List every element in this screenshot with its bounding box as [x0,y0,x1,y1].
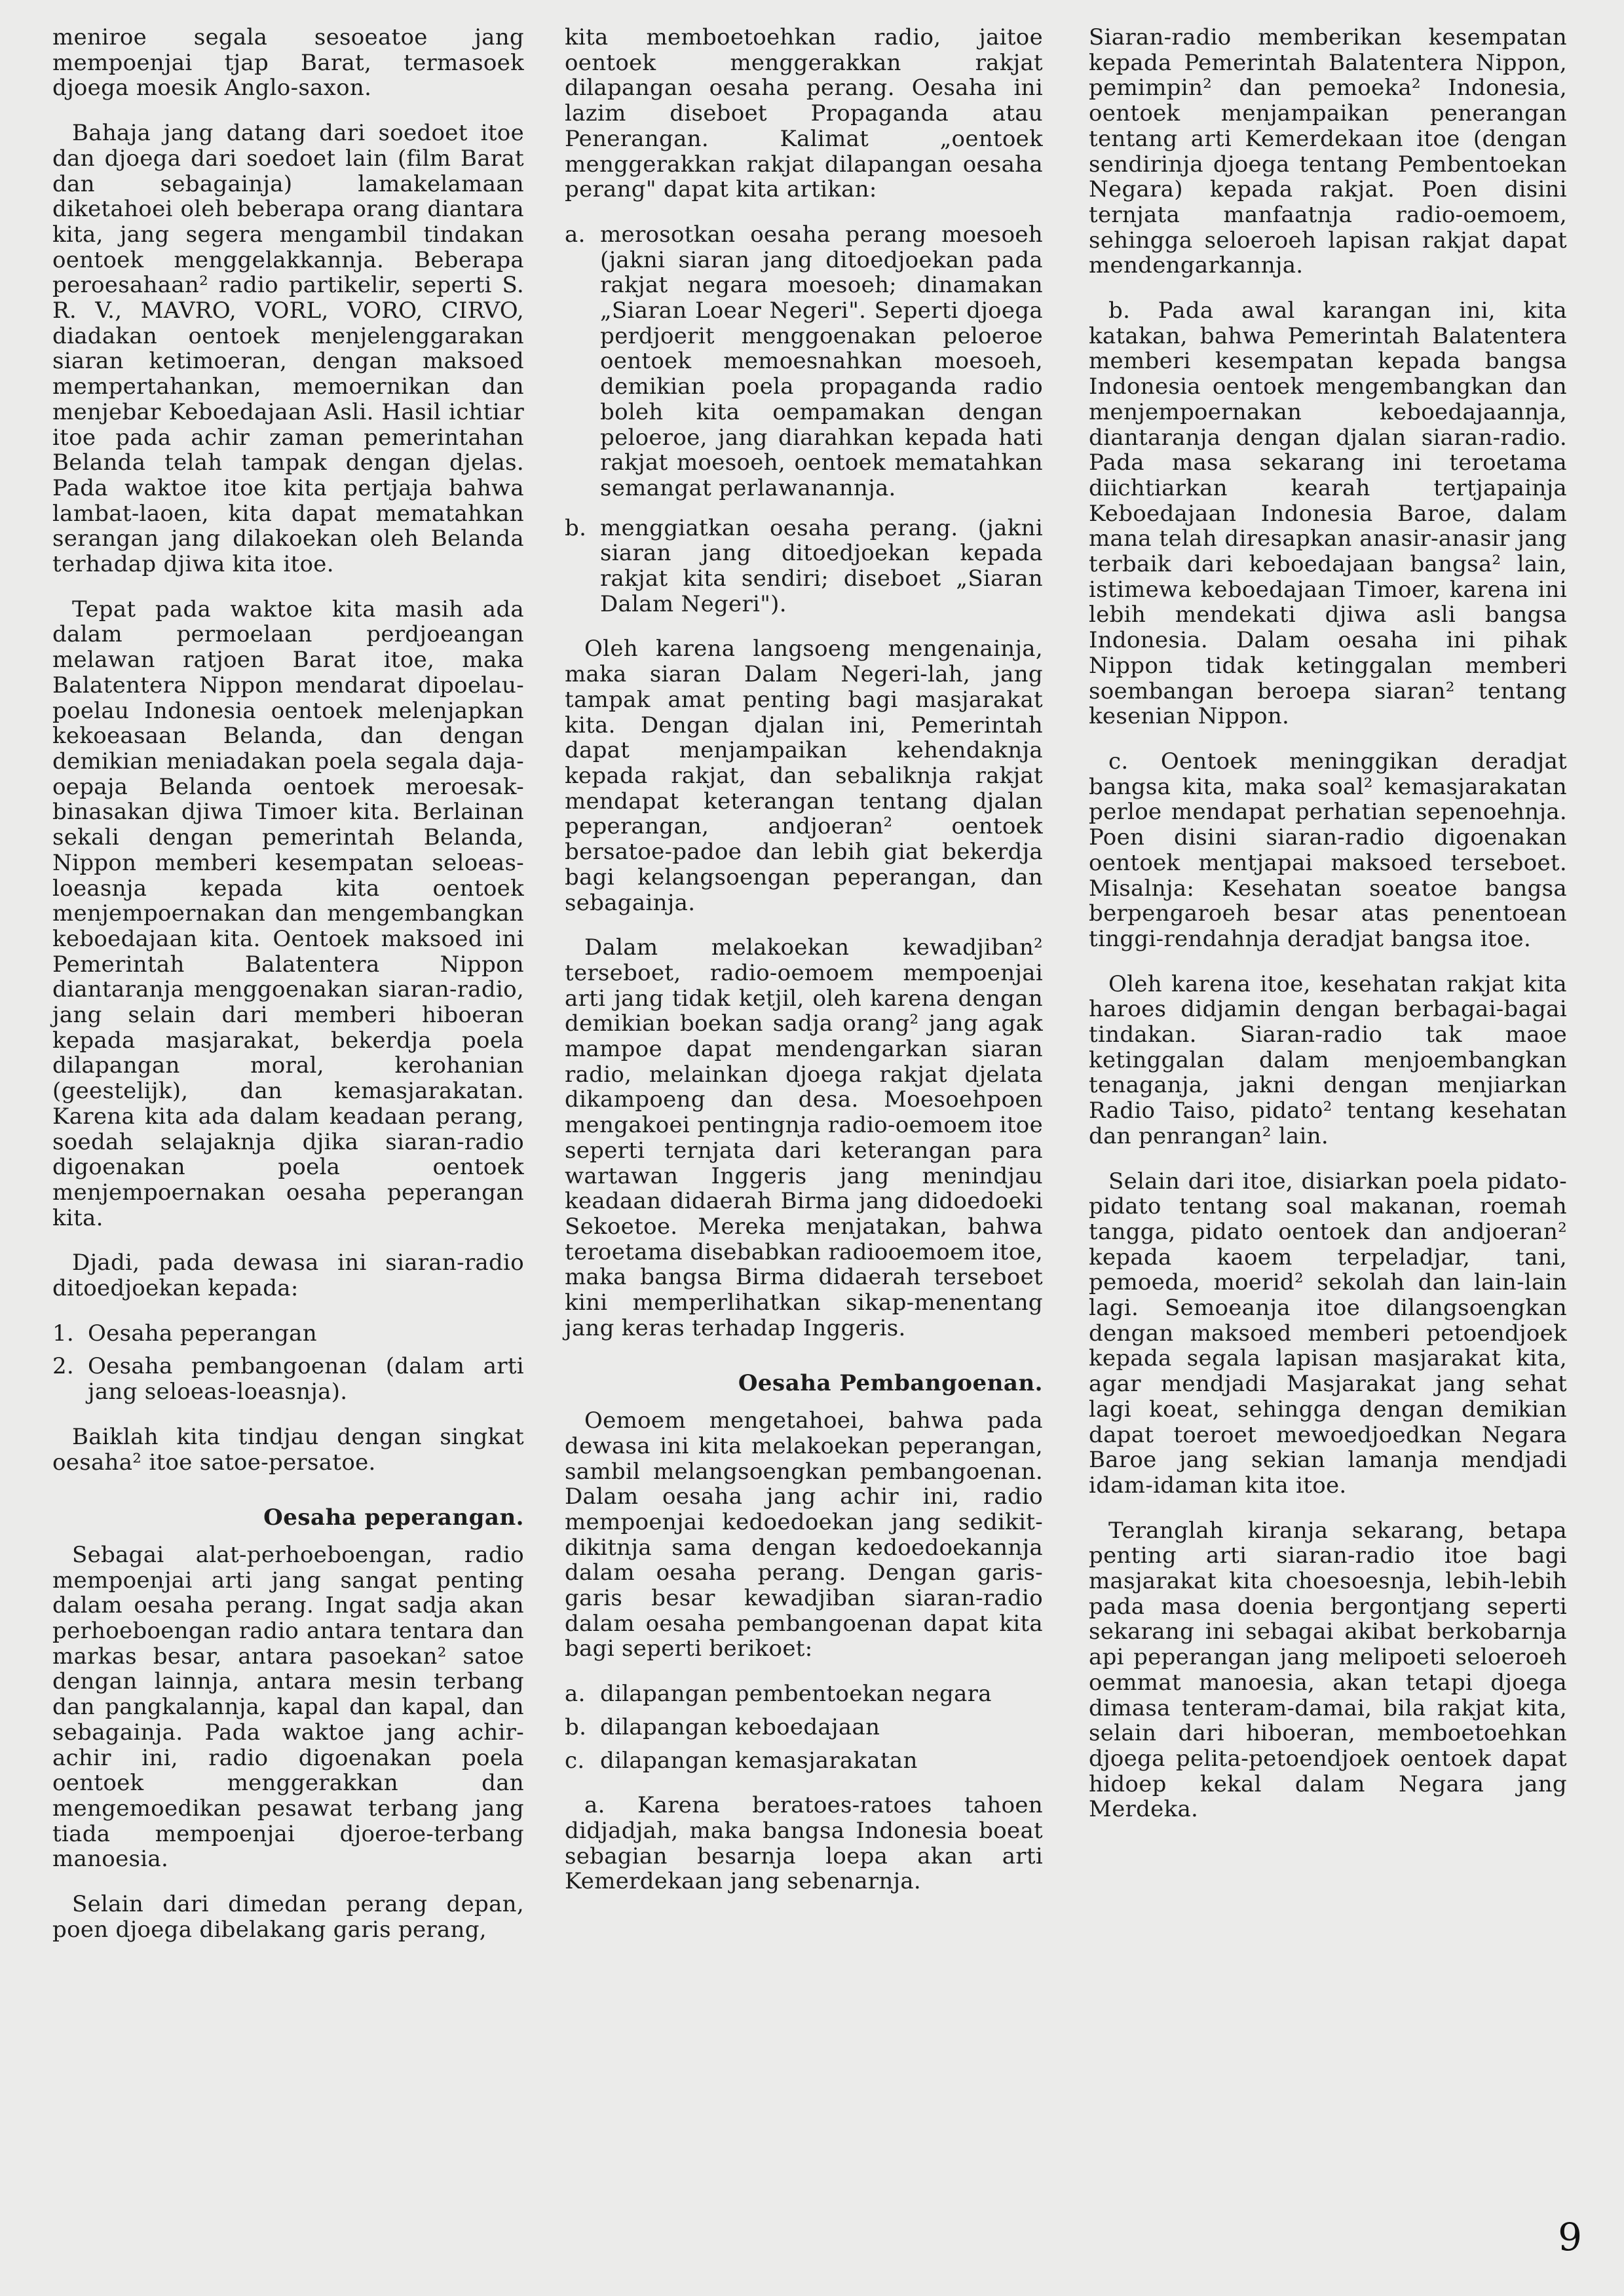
paragraph: Selain dari dimedan perang depan, poen djoega dibelakang garis perang, [52,1891,524,1943]
paragraph: Dalam melakoekan kewadjiban² terseboet, radio-oemoem mempoenjai arti jang tidak ketjil, oleh karena dengan demikian boekan sadja orang² jang agak mampoe dapat mendengarkan siaran radio, melainkan djoega rakjat djelata dikampoeng dan desa. Moesoehpoen mengakoei pentingnja radio-oemoem itoe seperti ternjata dari keterangan para wartawan Inggeris jang menindjau keadaan didaerah Birma jang didoedoeki Sekoetoe. Mereka menjatakan, bahwa teroetama disebabkan radiooemoem itoe, maka bangsa Birma didaerah terseboet kini memperlihatkan sikap-menentang jang keras terhadap Inggeris. [565,934,1043,1341]
text-column-1 [52,25,524,1962]
paragraph: Selain dari itoe, disiarkan poela pidato-pidato tentang soal makanan, roemah tangga, pidato oentoek dan andjoeran² kepada kaoem terpeladjar, tani, pemoeda, moerid² sekolah dan lain-lain lagi. Semoeanja itoe dilangsoengkan dengan maksoed memberi petoendjoek kepada segala lapisan masjarakat kita, agar mendjadi Masjarakat jang sehat lagi koeat, sehingga dengan demikian dapat toeroet mewoedjoedkan Negara Baroe jang sekian lamanja mendjadi idam-idaman kita itoe. [1089,1168,1567,1499]
list-item [565,1681,1043,1707]
paragraph: c. Oentoek meninggikan deradjat bangsa kita, maka soal² kemasjarakatan perloe mendapat perhatian sepenoehnja. Poen disini siaran-radio digoenakan oentoek mentjapai maksoed terseboet. Misalnja: Kesehatan soeatoe bangsa berpengaroeh besar atas penentoean tinggi-rendahnja deradjat bangsa itoe. [1089,748,1567,952]
list-marker: a. [565,1681,586,1708]
list-item-text: dilapangan keboedajaan [600,1713,880,1740]
paragraph: Baiklah kita tindjau dengan singkat oesaha² itoe satoe-persatoe. [52,1423,524,1476]
text-column-3 [1089,25,1567,1842]
list-marker: c. [565,1747,585,1774]
list-item [52,1354,524,1404]
lettered-list [565,1681,1043,1773]
list-item-text: dilapangan kemasjarakatan [600,1747,918,1774]
paragraph: Oleh karena langsoeng mengenainja, maka siaran Dalam Negeri-lah, jang tampak amat penting bagi masjarakat kita. Dengan djalan ini, Pemerintah dapat menjampaikan kehendaknja kepada rakjat, dan sebaliknja rakjat mendapat keterangan tentang djalan peperangan, andjoeran² oentoek bersatoe-padoe dan lebih giat bekerdja bagi kelangsoengan peperangan, dan sebagainja. [565,636,1043,916]
paragraph: kita memboetoehkan radio, jaitoe oentoek menggerakkan rakjat dilapangan oesaha perang. Oesaha ini lazim diseboet Propaganda atau Penerangan. Kalimat „oentoek menggerakkan rakjat dilapangan oesaha perang" dapat kita artikan: [565,24,1043,203]
list-item [52,1321,524,1347]
list-item [565,516,1043,617]
paragraph: Teranglah kiranja sekarang, betapa penting arti siaran-radio itoe bagi masjarakat kita choesoesnja, lebih-lebih pada masa doenia bergontjang seperti sekarang ini sebagai akibat berkobarnja api peperangan jang melipoeti seloeroeh oemmat manoesia, akan tetapi djoega dimasa tenteram-damai, bila rakjat kita, selain dari hiboeran, memboetoehkan djoega pelita-petoendjoek oentoek dapat hidoep kekal dalam Negara jang Merdeka. [1089,1517,1567,1823]
list-item-text: merosotkan oesaha perang moesoeh (jakni siaran jang ditoedjoekan pada rakjat negara moesoeh; dinamakan „Siaran Loear Negeri". Seperti djoega perdjoerit menggoenakan peloeroe oentoek memoesnahkan moesoeh, demikian poela propaganda radio boleh kita oempamakan dengan peloeroe, jang diarahkan kepada hati rakjat moesoeh, oentoek mematahkan semangat perlawanannja. [600,221,1043,501]
list-item [565,1748,1043,1774]
section-heading: Oesaha peperangan. [263,1504,524,1531]
paragraph: Djadi, pada dewasa ini siaran-radio ditoedjoekan kepada: [52,1250,524,1302]
list-item-text: Oesaha pembangoenan (dalam arti jang seloeas-loeasnja). [88,1353,524,1406]
list-marker: b. [565,514,587,541]
paragraph: Tepat pada waktoe kita masih ada dalam permoelaan perdjoeangan melawan ratjoen Barat itoe, maka Balatentera Nippon mendarat dipoelau-poelau Indonesia oentoek melenjapkan kekoeasaan Belanda, dan dengan demikian meniadakan poela segala daja-oepaja Belanda oentoek meroesak-binasakan djiwa Timoer kita. Berlainan sekali dengan pemerintah Belanda, Nippon memberi kesempatan seloeas-loeasnja kepada kita oentoek menjempoernakan dan mengembangkan keboedajaan kita. Oentoek maksoed ini Pemerintah Balatentera Nippon diantaranja menggoenakan siaran-radio, jang selain dari memberi hiboeran kepada masjarakat, bekerdja poela dilapangan moral, kerohanian (geestelijk), dan kemasjarakatan. Karena kita ada dalam keadaan perang, soedah selajaknja djika siaran-radio digoenakan poela oentoek menjempoernakan oesaha peperangan kita. [52,596,524,1231]
paragraph: Siaran-radio memberikan kesempatan kepada Pemerintah Balatentera Nippon, pemimpin² dan pemoeka² Indonesia, oentoek menjampaikan penerangan tentang arti Kemerdekaan itoe (dengan sendirinja djoega tentang Pembentoekan Negara) kepada rakjat. Poen disini ternjata manfaatnja radio-oemoem, sehingga seloeroeh lapisan rakjat dapat mendengarkannja. [1089,24,1567,279]
paragraph: Oleh karena itoe, kesehatan rakjat kita haroes didjamin dengan berbagai-bagai tindakan. Siaran-radio tak maoe ketinggalan dalam menjoembangkan tenaganja, jakni dengan menjiarkan Radio Taiso, pidato² tentang kesehatan dan penrangan² lain. [1089,970,1567,1149]
paragraph: a. Karena beratoes-ratoes tahoen didjadjah, maka bangsa Indonesia boeat sebagian besarnja loepa akan arti Kemerdekaan jang sebenarnja. [565,1792,1043,1895]
paragraph: Oemoem mengetahoei, bahwa pada dewasa ini kita melakoekan peperangan, sambil melangsoengkan pembangoenan. Dalam oesaha jang achir ini, radio mempoenjai kedoedoekan jang sedikit-dikitnja sama dengan kedoedoekannja dalam oesaha perang. Dengan garis-garis besar kewadjiban siaran-radio dalam oesaha pembangoenan dapat kita bagi seperti berikoet: [565,1407,1043,1662]
lettered-list [565,222,1043,617]
paragraph: Sebagai alat-perhoeboengan, radio mempoenjai arti jang sangat penting dalam oesaha perang. Ingat sadja akan perhoeboengan radio antara tentara dan markas besar, antara pasoekan² satoe dengan lainnja, antara mesin terbang dan pangkalannja, kapal dan kapal, dan sebagainja. Pada waktoe jang achir-achir ini, radio digoenakan poela oentoek menggerakkan dan mengemoedikan pesawat terbang jang tiada mempoenjai djoeroe-terbang manoesia. [52,1541,524,1873]
list-marker: 1. [52,1320,75,1347]
list-item-text: dilapangan pembentoekan negara [600,1681,992,1708]
list-marker: a. [565,221,586,248]
list-marker: b. [565,1713,587,1740]
list-item-text: menggiatkan oesaha perang. (jakni siaran jang ditoedjoekan kepada rakjat kita sendiri; diseboet „Siaran Dalam Negeri"). [600,514,1043,617]
paragraph: b. Pada awal karangan ini, kita katakan, bahwa Pemerintah Balatentera memberi kesempatan kepada bangsa Indonesia oentoek mengembangkan dan menjempoernakan keboedajaannja, diantaranja dengan djalan siaran-radio. Pada masa sekarang ini teroetama diichtiarkan kearah tertjapainja Keboedajaan Indonesia Baroe, dalam mana telah diresapkan anasir-anasir jang terbaik dari keboedajaan bangsa² lain, istimewa keboedajaan Timoer, karena ini lebih mendekati djiwa asli bangsa Indonesia. Dalam oesaha ini pihak Nippon tidak ketinggalan memberi soembangan beroepa siaran² tentang kesenian Nippon. [1089,297,1567,730]
section-heading: Oesaha Pembangoenan. [738,1370,1043,1397]
paragraph: Bahaja jang datang dari soedoet itoe dan djoega dari soedoet lain (film Barat dan sebagainja) lamakelamaan diketahoei oleh beberapa orang diantara kita, jang segera mengambil tindakan oentoek menggelakkannja. Beberapa peroesahaan² radio partikelir, seperti S. R. V., MAVRO, VORL, VORO, CIRVO, diadakan oentoek menjelenggarakan siaran ketimoeran, dengan maksoed mempertahankan, memoernikan dan menjebar Keboedajaan Asli. Hasil ichtiar itoe pada achir zaman pemerintahan Belanda telah tampak dengan djelas. Pada waktoe itoe kita pertjaja bahwa lambat-laoen, kita dapat mematahkan serangan jang dilakoekan oleh Belanda terhadap djiwa kita itoe. [52,120,524,578]
list-item [565,1715,1043,1740]
list-item [565,222,1043,501]
list-item-text: Oesaha peperangan [88,1320,317,1347]
paragraph: meniroe segala sesoeatoe jang mempoenjai tjap Barat, termasoek djoega moesik Anglo-saxon. [52,24,524,102]
page-number: 9 [1558,2215,1582,2259]
text-column-2 [565,25,1043,1914]
list-marker: 2. [52,1353,75,1380]
numbered-list [52,1321,524,1405]
